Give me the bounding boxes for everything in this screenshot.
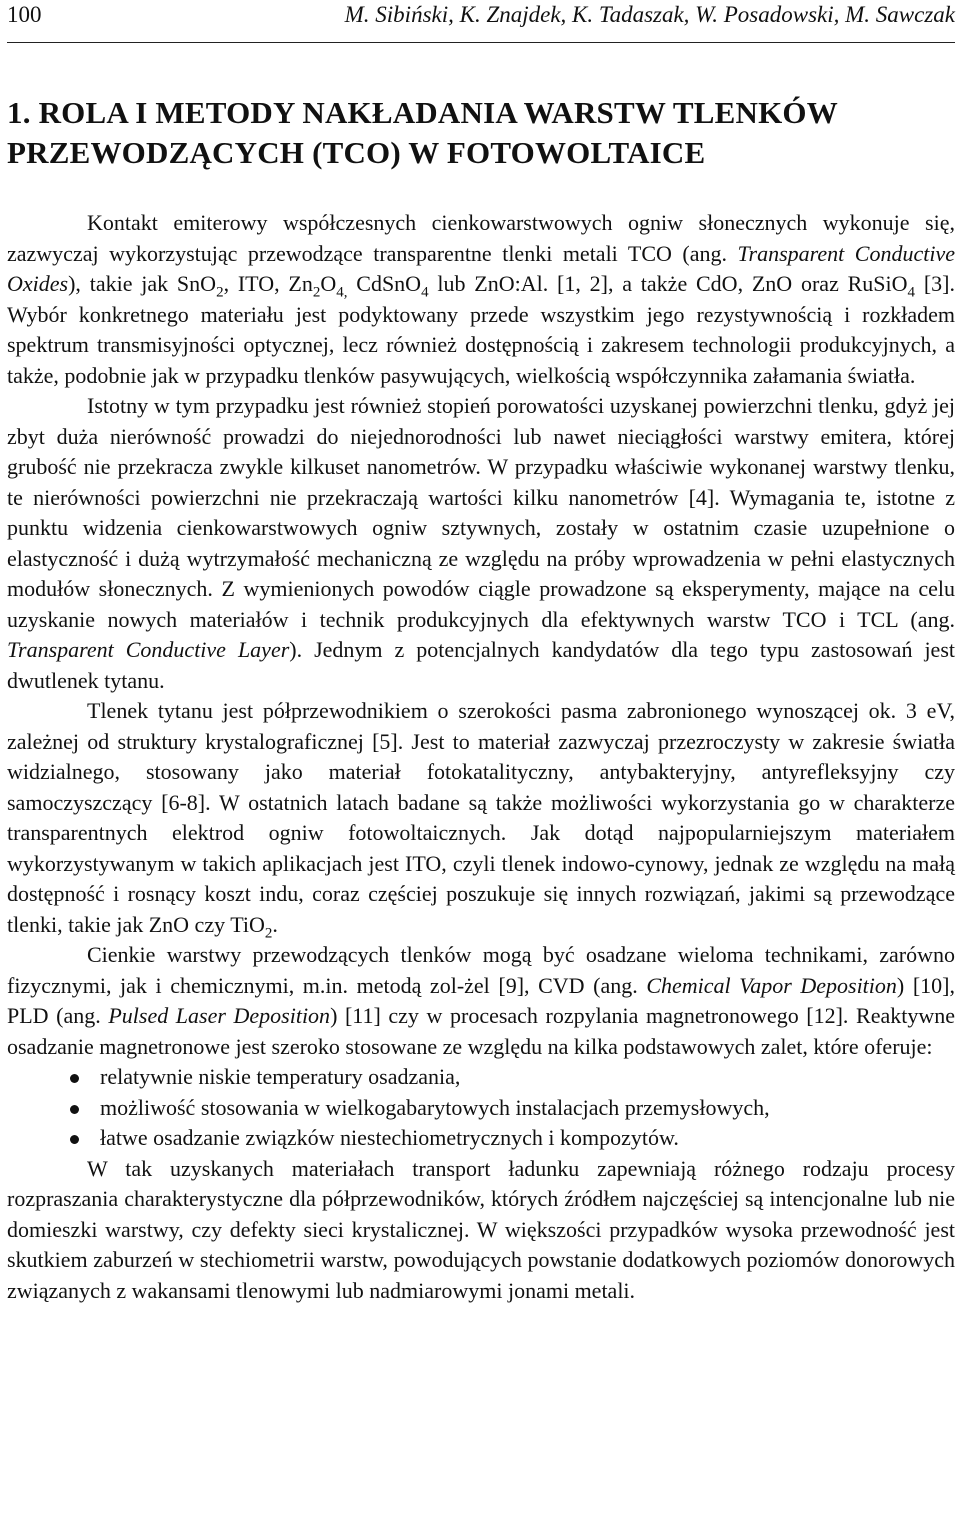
paragraph-1-text-e: CdSnO bbox=[347, 271, 422, 296]
bullet-icon bbox=[70, 1105, 79, 1114]
list-item-text: możliwość stosowania w wielkogabarytowych instalacjach przemysłowych, bbox=[100, 1094, 770, 1120]
paragraph-1-text-f: lub ZnO:Al. [1, 2], a także CdO, ZnO oraz RuSiO bbox=[428, 271, 908, 296]
running-header-authors: M. Sibiński, K. Znajdek, K. Tadaszak, W. Posadowski, M. Sawczak bbox=[344, 2, 955, 27]
subscript: 4, bbox=[336, 284, 348, 301]
section-title-line-2: PRZEWODZĄCYCH (TCO) W FOTOWOLTAICE bbox=[7, 135, 706, 170]
paragraph-3-text-b: . bbox=[272, 911, 278, 937]
paragraph-1-term: Transparent Conductive Oxides bbox=[7, 240, 955, 296]
paragraph-1-text-g: [3]. Wybór konkretnego materiału jest podyktowany przede wszystkim jego rezystywnością i rozkładem spektrum transmisyjności optycznej, lecz również dostępnością i zakresem technologii produkcyjnych, a także, podobnie jak w przypadku tlenków pasywujących, wielkością współczynnika załamania światła. bbox=[7, 271, 955, 388]
paragraph-4-text-b: ) [10], PLD (ang. bbox=[7, 972, 955, 1028]
list-item bbox=[100, 1123, 955, 1154]
paragraph-4 bbox=[7, 940, 955, 1062]
paragraph-4-term-pld: Pulsed Laser Deposition bbox=[108, 1003, 331, 1028]
list-item-text: relatywnie niskie temperatury osadzania, bbox=[100, 1064, 461, 1089]
body-text bbox=[7, 208, 955, 1306]
list-item-text: łatwe osadzanie związków niestechiometrycznych i kompozytów. bbox=[100, 1125, 679, 1150]
list-item bbox=[100, 1093, 955, 1124]
bullet-icon bbox=[70, 1135, 79, 1144]
paragraph-4-text-a: Cienkie warstwy przewodzących tlenków mogą być osadzane wieloma technikami, zarówno fizycznymi, jak i chemicznymi, m.in. metodą zol-żel [9], CVD (ang. bbox=[7, 942, 955, 998]
paragraph-5 bbox=[7, 1154, 955, 1307]
running-header bbox=[7, 0, 955, 43]
paragraph-4-term-cvd: Chemical Vapor Deposition bbox=[646, 972, 897, 998]
document-page bbox=[7, 0, 955, 1306]
paragraph-2-text-b: ). Jednym z potencjalnych kandydatów dla tego typu zastosowań jest dwutlenek tytanu. bbox=[7, 637, 955, 693]
subscript: 4 bbox=[907, 284, 916, 301]
paragraph-1-text-d: O bbox=[320, 271, 337, 296]
paragraph-3 bbox=[7, 696, 955, 940]
paragraph-2-term: Transparent Conductive Layer bbox=[7, 637, 290, 662]
paragraph-1 bbox=[7, 208, 955, 391]
page-number: 100 bbox=[7, 2, 42, 27]
subscript: 2 bbox=[216, 284, 224, 301]
paragraph-2-text-a: Istotny w tym przypadku jest również stopień porowatości uzyskanej powierzchni tlenku, gdyż jej zbyt duża nierówność prowadzi do niejednorodności lub nawet nieciągłości warstwy emitera, której grubość nie przekracza zwykle kilkuset nanometrów. W przypadku właściwie wykonanej warstwy tlenku, te nierówności powierzchni nie przekraczają wartości kilku nanometrów [4]. Wymagania te, istotne z punktu widzenia cienkowarstwowych ogniw sztywnych, zostały w ostatnim czasie uzupełnione o elastyczność i dużą wytrzymałość mechaniczną ze względu na próby wprowadzenia w pełni elastycznych modułów słonecznych. Z wymienionych powodów ciągle prowadzone są eksperymenty, mające na celu uzyskanie nowych materiałów i technik produkcyjnych dla efektywnych warstw TCO i TCL (ang. bbox=[7, 393, 955, 632]
subscript: 2 bbox=[312, 284, 321, 301]
paragraph-5-text: W tak uzyskanych materiałach transport ładunku zapewniają różnego rodzaju procesy rozpraszania charakterystyczne dla półprzewodników, których źródłem najczęściej są intencjonalne lub nie domieszki warstwy, czy defekty sieci krystalicznej. W większości przypadków wysoka przewodność jest skutkiem zaburzeń w stechiometrii warstw, powodujących powstanie dodatkowych poziomów donorowych związanych z wakansami tlenowymi lub nadmiarowymi jonami metali. bbox=[7, 1155, 955, 1303]
paragraph-1-text-c: , ITO, Zn bbox=[223, 271, 313, 296]
paragraph-1-text-a: Kontakt emiterowy współczesnych cienkowarstwowych ogniw słonecznych wykonuje się, zazwyczaj wykorzystując przewodzące transparentne tlenki metali TCO (ang. bbox=[7, 210, 955, 266]
section-title bbox=[7, 93, 955, 173]
paragraph-2 bbox=[7, 391, 955, 696]
list-item bbox=[100, 1062, 955, 1093]
subscript: 2 bbox=[264, 924, 273, 941]
subscript: 4 bbox=[421, 284, 429, 301]
paragraph-1-text-b: ), takie jak SnO bbox=[68, 271, 217, 296]
paragraph-4-text-c: ) [11] czy w procesach rozpylania magnetronowego [12]. Reaktywne osadzanie magnetronowe jest szeroko stosowane ze względu na kilka podstawowych zalet, które oferuje: bbox=[7, 1003, 955, 1059]
bullet-icon bbox=[70, 1074, 79, 1083]
advantages-list bbox=[7, 1062, 955, 1154]
section-title-line-1: 1. ROLA I METODY NAKŁADANIA WARSTW TLENKÓW bbox=[7, 95, 838, 130]
paragraph-3-text-a: Tlenek tytanu jest półprzewodnikiem o szerokości pasma zabronionego wynoszącej ok. 3 eV, zależnej od struktury krystalograficznej [5]. Jest to materiał zazwyczaj przezroczysty w zakresie światła widzialnego, stosowany jako materiał fotokatalityczny, antybakteryjny, antyrefleksyjny czy samoczyszczący [6-8]. W ostatnich latach badane są także możliwości wykorzystania go w charakterze transparentnych elektrod ogniw fotowoltaicznych. Jak dotąd najpopularniejszym materiałem wykorzystywanym w takich aplikacjach jest ITO, czyli tlenek indowo-cynowy, jednak ze względu na małą dostępność i rosnący koszt indu, coraz częściej poszukuje się innych rozwiązań, jakimi są przewodzące tlenki, takie jak ZnO czy TiO bbox=[7, 698, 955, 937]
